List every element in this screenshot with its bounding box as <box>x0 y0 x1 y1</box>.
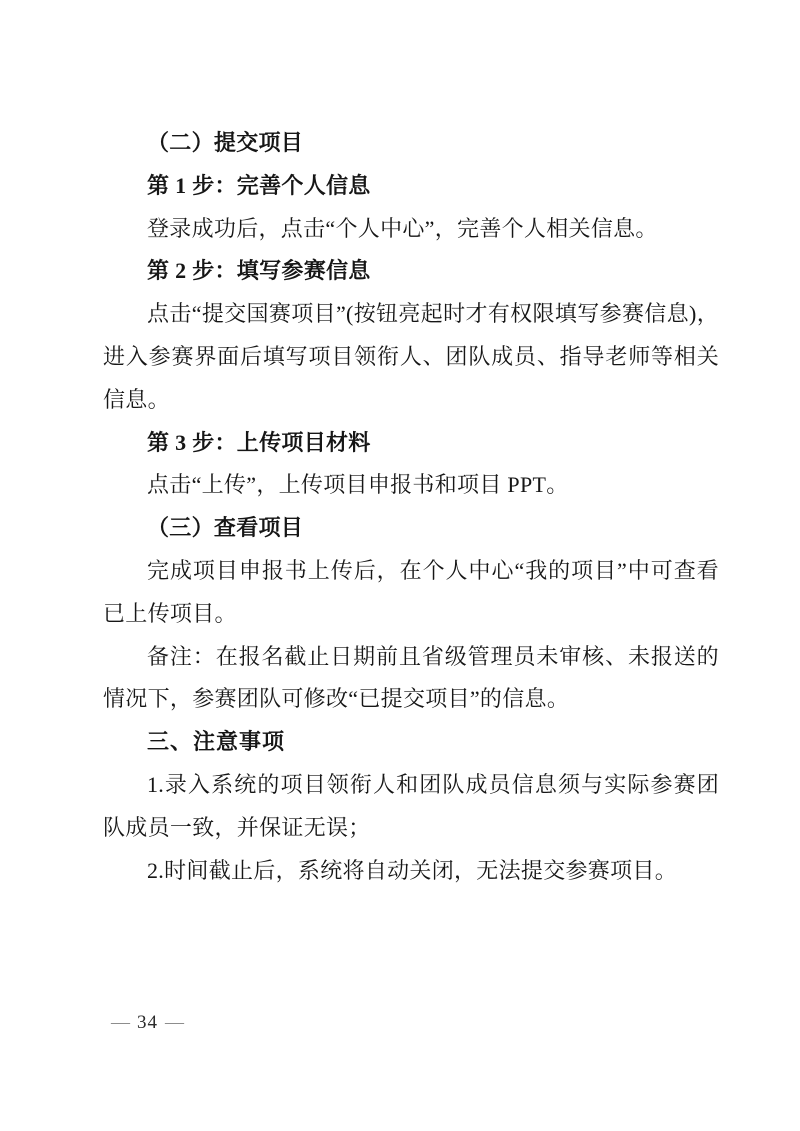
step-2-paragraph: 点击“提交国赛项目”(按钮亮起时才有权限填写参赛信息)，进入参赛界面后填写项目领衔人、团队成员、指导老师等相关信息。 <box>103 301 719 412</box>
remark-paragraph: 备注：在报名截止日期前且省级管理员未审核、未报送的情况下，参赛团队可修改“已提交项目”的信息。 <box>103 643 719 712</box>
note-item-2: 2.时间截止后，系统将自动关闭，无法提交参赛项目。 <box>147 857 678 883</box>
page-number-dash-right: — <box>165 1012 184 1033</box>
page-number-value: 34 <box>137 1012 158 1033</box>
note-item-1: 1.录入系统的项目领衔人和团队成员信息须与实际参赛团队成员一致，并保证无误； <box>103 771 719 840</box>
view-project-paragraph: 完成项目申报书上传后，在个人中心“我的项目”中可查看已上传项目。 <box>103 557 719 626</box>
step-2-heading: 第 2 步：填写参赛信息 <box>147 258 371 284</box>
page-number-dash-left: — <box>111 1012 130 1033</box>
section-heading-view-project: （三）查看项目 <box>147 515 304 541</box>
step-1-paragraph: 登录成功后，点击“个人中心”，完善个人相关信息。 <box>147 215 658 241</box>
step-1-heading: 第 1 步：完善个人信息 <box>147 172 371 198</box>
document-body <box>103 122 719 892</box>
page-number <box>104 1010 191 1036</box>
step-3-heading: 第 3 步：上传项目材料 <box>147 429 371 455</box>
section-heading-submit-project: （二）提交项目 <box>147 130 304 155</box>
section-heading-notes: 三、注意事项 <box>147 729 286 755</box>
step-3-paragraph: 点击“上传”，上传项目申报书和项目 PPT。 <box>147 472 569 498</box>
